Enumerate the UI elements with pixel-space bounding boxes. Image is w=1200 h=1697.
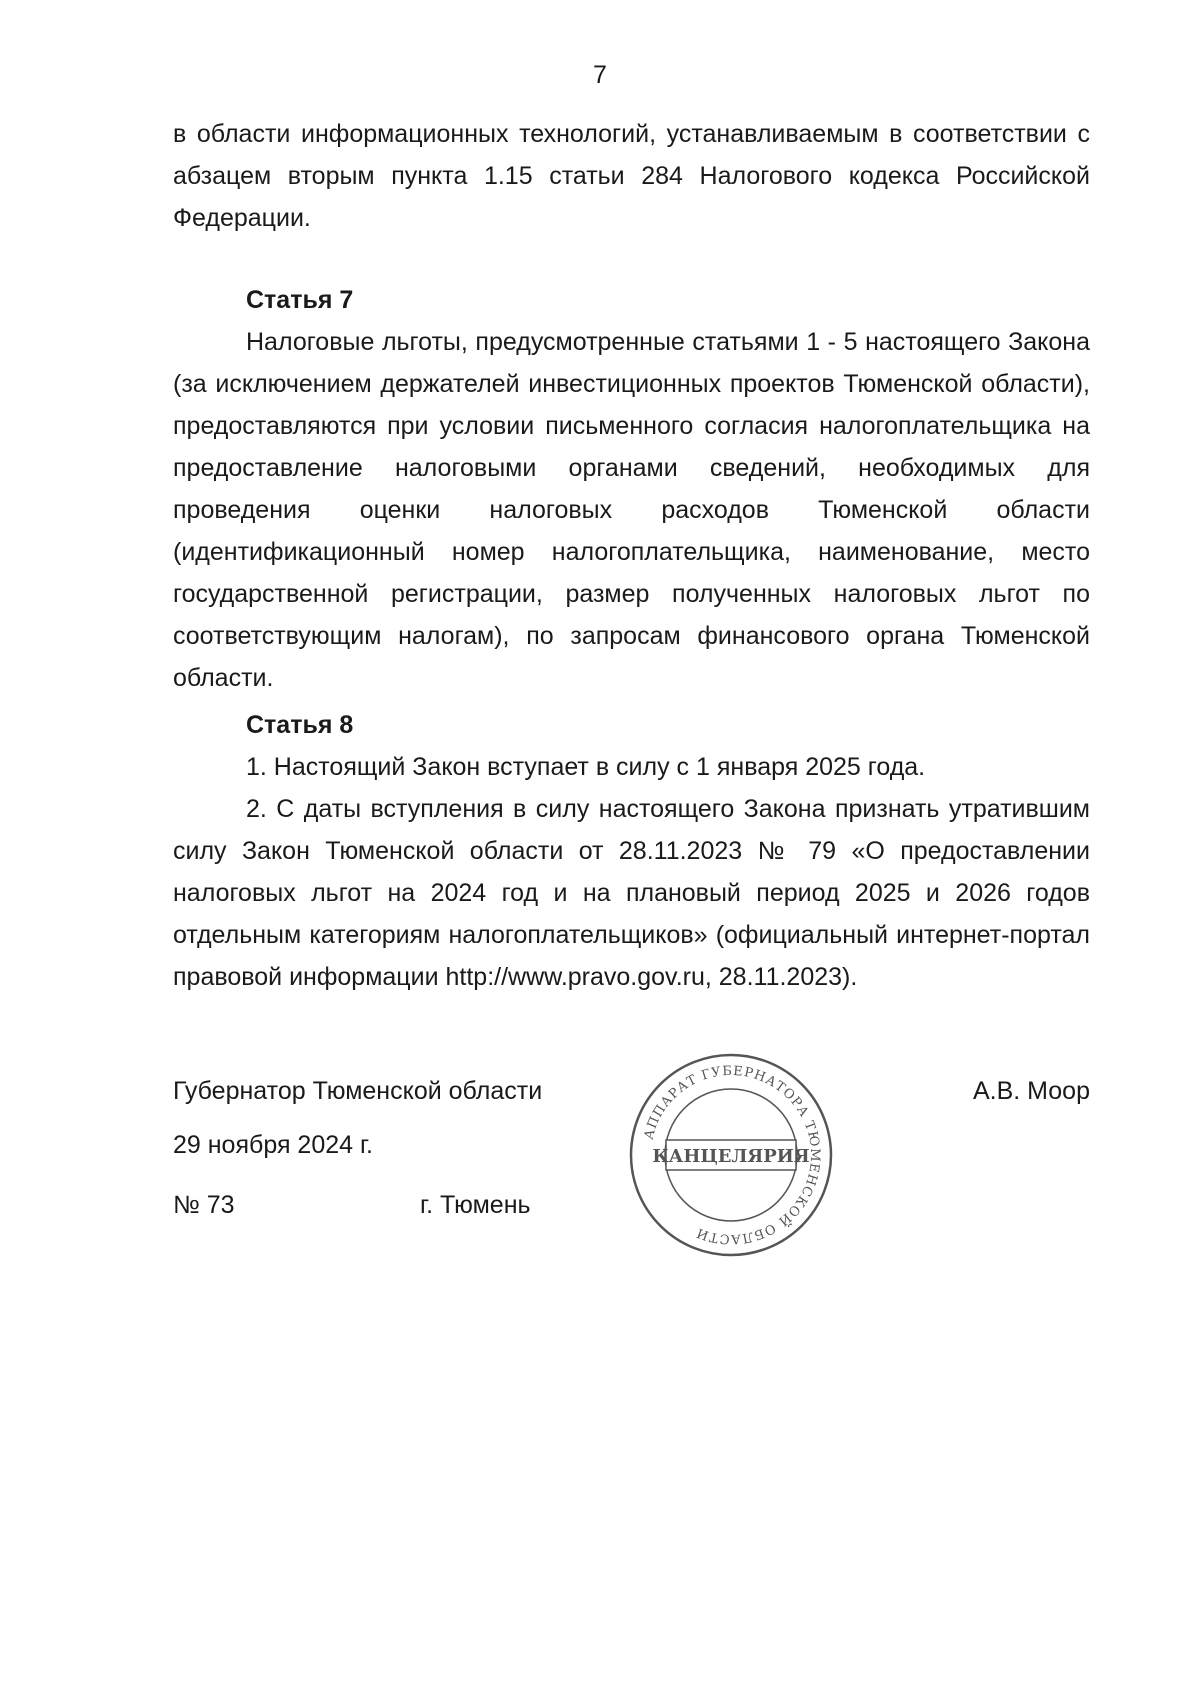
article-7-heading: Статья 7 <box>246 286 354 314</box>
page-number: 7 <box>593 61 607 89</box>
official-stamp <box>628 1052 834 1258</box>
signing-date: 29 ноября 2024 г. <box>173 1131 373 1159</box>
stamp-center-text: КАНЦЕЛЯРИЯ <box>652 1146 810 1167</box>
signing-city: г. Тюмень <box>420 1191 531 1219</box>
intro-paragraph-block <box>173 113 1090 239</box>
law-number: № 73 <box>173 1191 235 1219</box>
article-7-text: Налоговые льготы, предусмотренные статьями 1 - 5 настоящего Закона (за исключением держателей инвестиционных проектов Тюменской области), предоставляются при условии письменного согласия налогоплательщика на предоставление налоговыми органами сведений, необходимых для проведения оценки налоговых расходов Тюменской области (идентификационный номер налогоплательщика, наименование, место государственной регистрации, размер полученных налоговых льгот по соответствующим налогам), по запросам финансового органа Тюменской области. <box>173 328 1090 692</box>
intro-paragraph: в области информационных технологий, устанавливаемым в соответствии с абзацем вторым пункта 1.15 статьи 284 Налогового кодекса Российской Федерации. <box>173 120 1090 232</box>
article-8-item-1: 1. Настоящий Закон вступает в силу с 1 января 2025 года. <box>246 753 926 781</box>
article-7 <box>173 279 1090 699</box>
article-8 <box>173 704 1090 998</box>
article-8-heading: Статья 8 <box>246 711 354 739</box>
stamp-outer-text: АППАРАТ ГУБЕРНАТОРА ТЮМЕНСКОЙ ОБЛАСТИ <box>641 1063 823 1247</box>
governor-title: Губернатор Тюменской области <box>173 1077 543 1105</box>
article-8-item-2: 2. С даты вступления в силу настоящего Закона признать утратившим силу Закон Тюменской области от 28.11.2023 № 79 «О предоставлении налоговых льгот на 2024 год и на плановый период 2025 и 2026 годов отдельным категориям налогоплательщиков» (официальный интернет-портал правовой информации http://www.pravo.gov.ru, 28.11.2023). <box>173 795 1090 991</box>
signer-name: А.В. Моор <box>972 1077 1090 1105</box>
